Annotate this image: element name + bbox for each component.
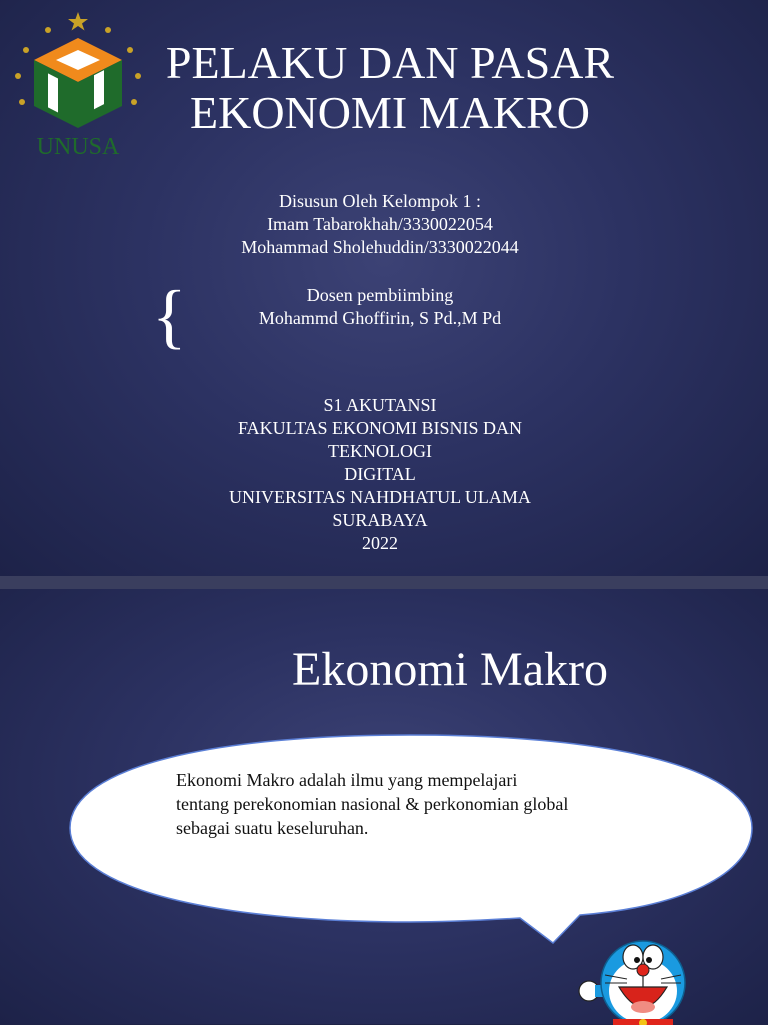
logo-text: UNUSA [36, 134, 120, 158]
star-icon [105, 27, 111, 33]
title-line: PELAKU DAN PASAR [165, 37, 615, 88]
advisor-name: Mohammd Ghoffirin, S Pd.,M Pd [258, 308, 502, 328]
speech-bubble [0, 725, 768, 955]
star-icon [68, 12, 88, 31]
unusa-logo [10, 8, 145, 158]
slide-divider [0, 576, 768, 589]
doraemon-icon [575, 935, 705, 1025]
institution-line: 2022 [362, 533, 398, 553]
star-icon [15, 73, 21, 79]
member-name: Mohammad Sholehuddin/3330022044 [241, 237, 519, 257]
institution-line: DIGITAL [344, 464, 416, 484]
definition-line: sebagai suatu keseluruhan. [176, 818, 369, 838]
title-line: EKONOMI MAKRO [190, 87, 590, 138]
star-icon [127, 47, 133, 53]
definition-line: tentang perekonomian nasional & perkonomian global [176, 794, 569, 814]
member-name: Imam Tabarokhah/3330022054 [267, 214, 493, 234]
institution-line: TEKNOLOGI [328, 441, 432, 461]
advisor-label: Dosen pembiimbing [306, 285, 454, 305]
group-heading: Disusun Oleh Kelompok 1 : [279, 191, 481, 211]
institution-line: UNIVERSITAS NAHDHATUL ULAMA [229, 487, 531, 507]
institution-info [180, 394, 580, 555]
star-icon [45, 27, 51, 33]
brace-decoration: { [152, 276, 187, 356]
star-icon [131, 99, 137, 105]
definition-text [176, 768, 676, 840]
institution-line: SURABAYA [332, 510, 428, 530]
group-info [180, 190, 580, 259]
definition-line: Ekonomi Makro adalah ilmu yang mempelajari [176, 770, 518, 790]
advisor-info [180, 284, 580, 330]
institution-line: S1 AKUTANSI [323, 395, 437, 415]
presentation-title [140, 38, 640, 138]
institution-line: FAKULTAS EKONOMI BISNIS DAN [237, 418, 523, 438]
slide-title-ekonomi-makro: Ekonomi Makro [292, 643, 608, 696]
star-icon [23, 47, 29, 53]
star-icon [19, 99, 25, 105]
